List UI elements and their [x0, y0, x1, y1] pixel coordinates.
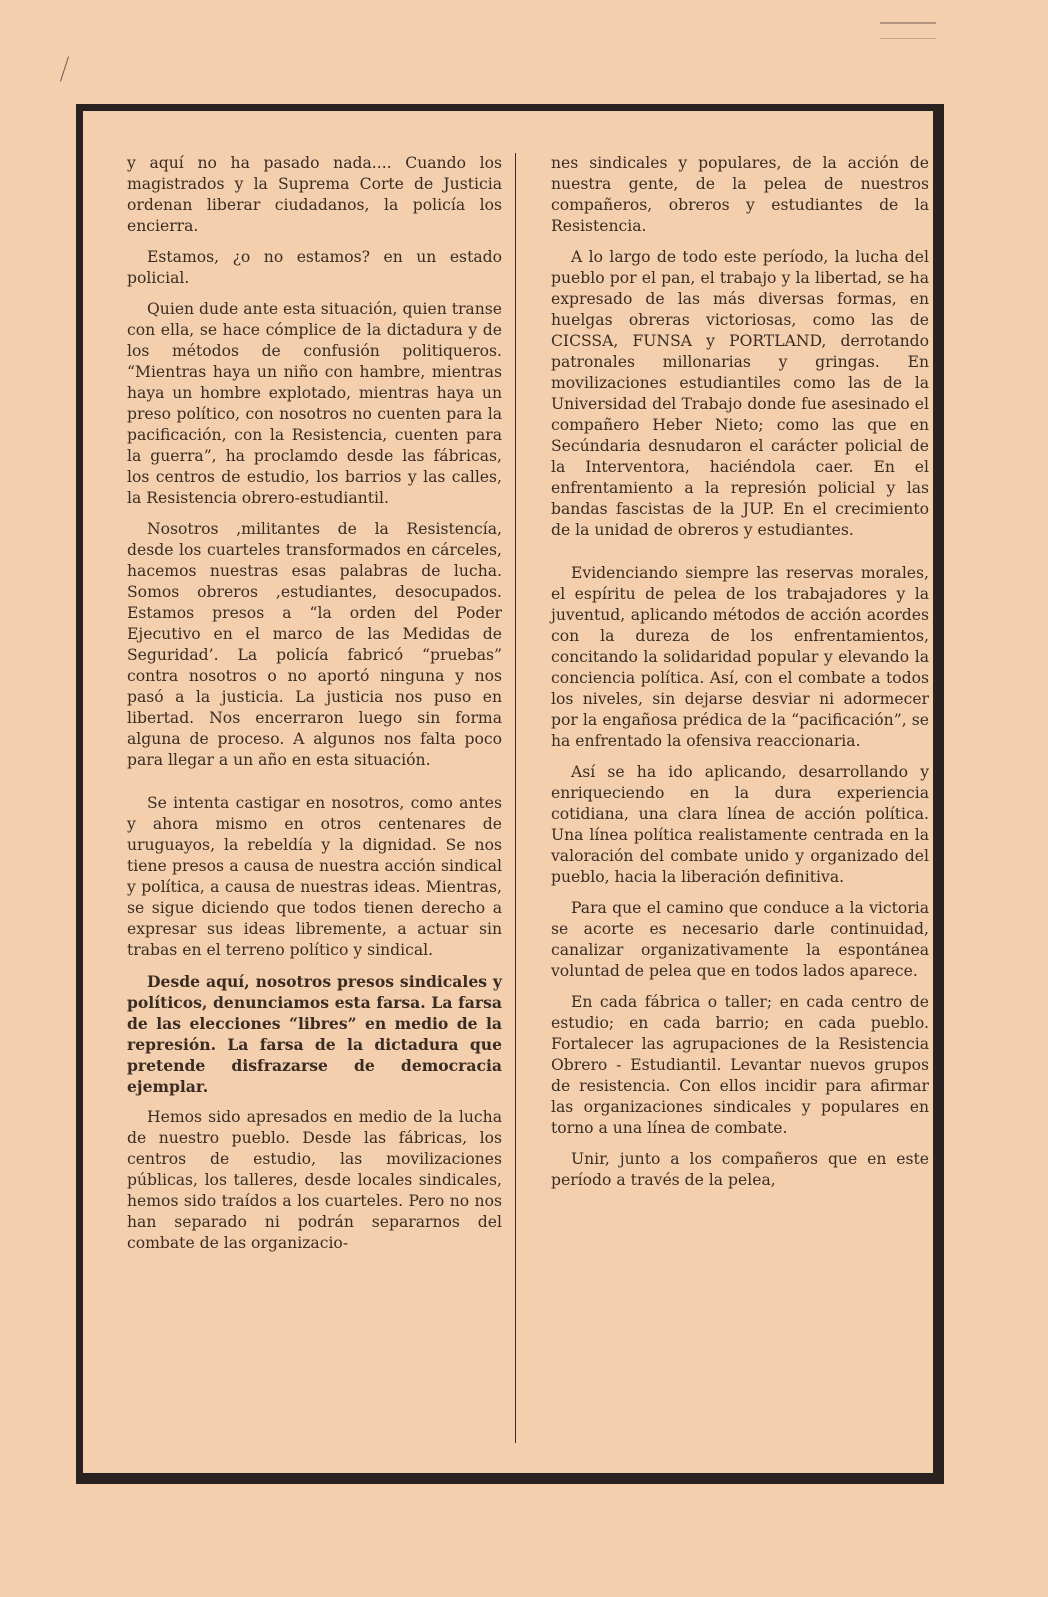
paragraph: Así se ha ido aplicando, desarrollando y enriqueciendo en la dura experiencia cotidiana, una clara línea de acción política. Una línea política realistamente centrada en la valoración del combate unido y organizado del pueblo, hacia la liberación definitiva.	[551, 763, 929, 886]
scan-mark	[60, 56, 69, 81]
paragraph: Nosotros ,militantes de la Resistencía, desde los cuarteles transformados en cárceles, hacemos nuestras esas palabras de lucha. Somos obreros ,estudiantes, desocupados. Estamos presos a “la orden del Poder Ejecutivo en el marco de las Medidas de Seguridad’. La policía fabricó “pruebas” contra nosotros o no aportó ninguna y nos pasó a la justicia. La justicia nos puso en libertad. Nos encerraron luego sin forma alguna de proceso. A algunos nos falta poco para llegar a un año en esta situación.	[127, 520, 502, 769]
paragraph: Se intenta castigar en nosotros, como antes y ahora mismo en otros centenares de uruguayos, la rebeldía y la dignidad. Se nos tiene presos a causa de nuestra acción sindical y política, a causa de nuestras ideas. Mientras, se sigue diciendo que todos tienen derecho a expresar sus ideas libremente, a actuar sin trabas en el terreno político y sindical.	[127, 794, 502, 959]
paragraph: Evidenciando siempre las reservas morales, el espíritu de pelea de los trabajadores y la juventud, aplicando métodos de acción acordes con la dureza de los enfrentamientos, concitando la solidaridad popular y elevando la conciencia política. Así, con el combate a todos los niveles, sin dejarse desviar ni adormecer por la engañosa prédica de la “pacificación”, se ha enfrentado la ofensiva reaccionaria.	[551, 564, 929, 750]
paragraph: Hemos sido apresados en medio de la lucha de nuestro pueblo. Desde las fábricas, los centros de estudio, las movilizaciones públicas, los talleres, desde locales sindicales, hemos sido traídos a los cuarteles. Pero no nos han separado ni podrán separarnos del combate de las organizacio-	[127, 1108, 502, 1252]
paragraph: y aquí no ha pasado nada.... Cuando los magistrados y la Suprema Corte de Justicia ordenan liberar ciudadanos, la policía los encierra.	[127, 154, 502, 235]
paragraph: A lo largo de todo este período, la lucha del pueblo por el pan, el trabajo y la libertad, se ha expresado de las más diversas formas, en huelgas obreras victoriosas, como las de CICSSA, FUNSA y PORTLAND, derrotando patronales millonarias y gringas. En movilizaciones estudiantiles como las de la Universidad del Trabajo donde fue asesinado el compañero Heber Nieto; como las que en Secúndaria desnudaron el carácter policial de la Interventora, haciéndola caer. En el enfrentamiento a la represión policial y las bandas fascistas de la JUP. En el crecimiento de la unidad de obreros y estudiantes.	[551, 248, 929, 539]
paragraph: Estamos, ¿o no estamos? en un estado policial.	[127, 248, 502, 287]
paragraph: Desde aquí, nosotros presos sindicales y políticos, denunciamos esta farsa. La farsa de las elecciones “libres” en medio de la represión. La farsa de la dictadura que pretende disfrazarse de democracia ejemplar.	[127, 972, 502, 1096]
left-column	[127, 153, 502, 1264]
page-frame	[76, 104, 944, 1484]
right-column	[551, 153, 929, 1201]
paragraph: Para que el camino que conduce a la victoria se acorte es necesario darle continuidad, canalizar organizativamente la espontánea voluntad de pelea que en todos lados aparece.	[551, 899, 929, 980]
paragraph: Unir, junto a los compañeros que en este período a través de la pelea,	[551, 1150, 929, 1189]
paragraph: nes sindicales y populares, de la acción de nuestra gente, de la pelea de nuestros compañeros, obreros y estudiantes de la Resistencia.	[551, 154, 929, 235]
scan-mark	[880, 22, 936, 39]
paragraph: Quien dude ante esta situación, quien transe con ella, se hace cómplice de la dictadura y de los métodos de confusión politiqueros. “Mientras haya un niño con hambre, mientras haya un hombre explotado, mientras haya un preso político, con nosotros no cuenten para la pacificación, con la Resistencia, cuenten para la guerra”, ha proclamdo desde las fábricas, los centros de estudio, los barrios y las calles, la Resistencia obrero-estudiantil.	[127, 300, 502, 507]
column-divider	[515, 153, 516, 1443]
paragraph: En cada fábrica o taller; en cada centro de estudio; en cada barrio; en cada pueblo. Fortalecer las agrupaciones de la Resistencia Obrero - Estudiantil. Levantar nuevos grupos de resistencia. Con ellos incidir para afirmar las organizaciones sindicales y populares en torno a una línea de combate.	[551, 993, 929, 1137]
